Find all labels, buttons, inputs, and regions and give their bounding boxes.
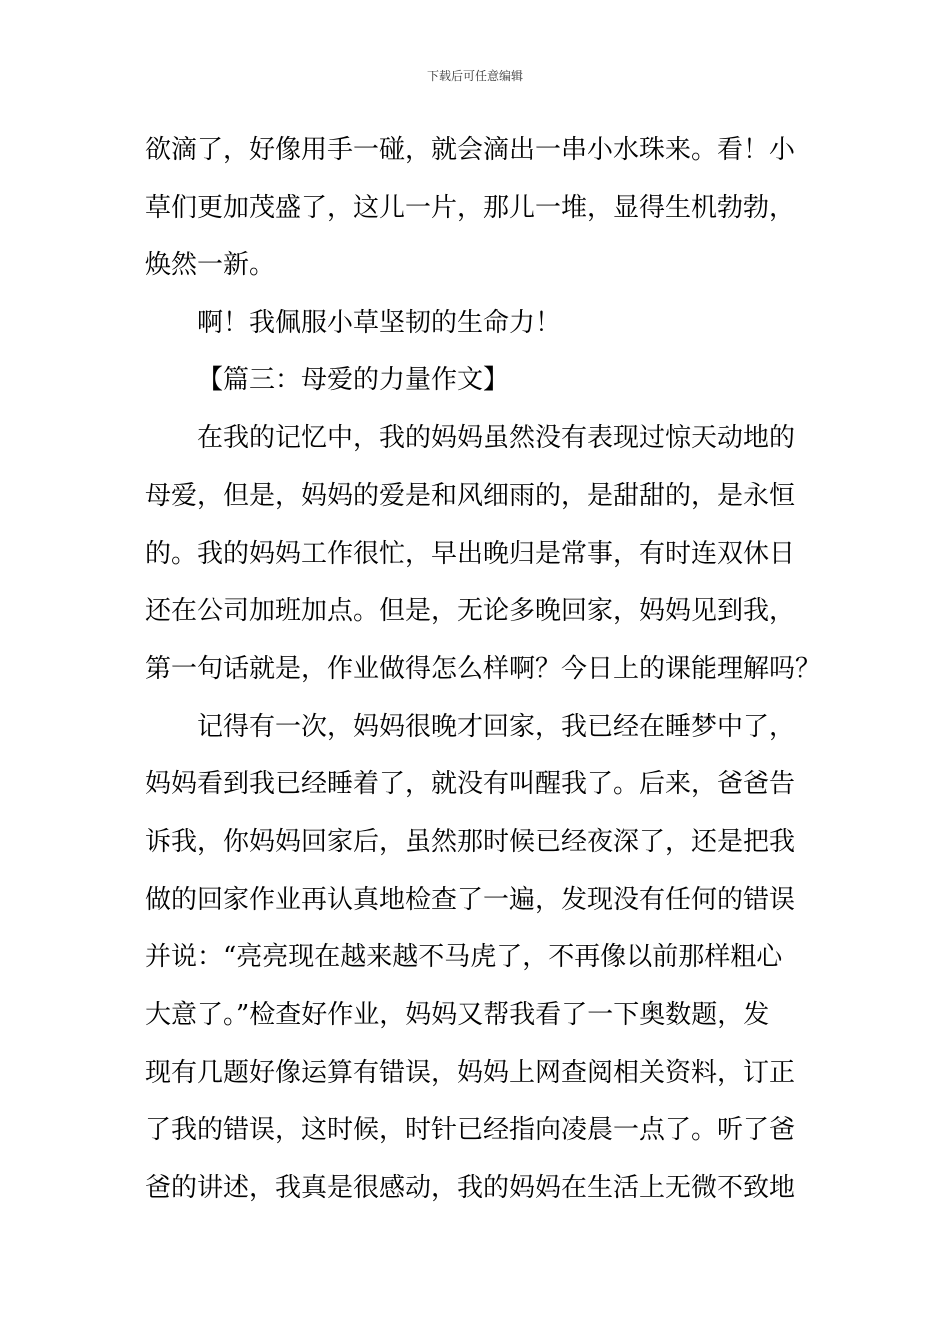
text-line: 欲滴了，好像用手一碰，就会滴出一串小水珠来。看！小 <box>145 135 796 165</box>
text-line: 草们更加茂盛了，这儿一片，那儿一堆，显得生机勃勃， <box>145 193 796 223</box>
text-line: 记得有一次，妈妈很晚才回家，我已经在睡梦中了， <box>197 712 796 742</box>
text-line: 妈妈看到我已经睡着了，就没有叫醒我了。后来，爸爸告 <box>145 769 796 799</box>
text-line: 了我的错误，这时候，时针已经指向凌晨一点了。听了爸 <box>145 1115 796 1145</box>
text-line: 的。我的妈妈工作很忙，早出晚归是常事，有时连双休日 <box>145 539 796 569</box>
text-line: 现有几题好像运算有错误，妈妈上网查阅相关资料，订正 <box>145 1058 796 1088</box>
section-heading: 【篇三：母爱的力量作文】 <box>197 365 510 395</box>
text-line: 母爱，但是，妈妈的爱是和风细雨的，是甜甜的，是永恒 <box>145 481 796 511</box>
page-header: 下载后可任意编辑 <box>426 69 523 83</box>
text-line: 第一句话就是，作业做得怎么样啊？今日上的课能理解吗？ <box>145 654 822 684</box>
text-line: 啊！我佩服小草坚韧的生命力！ <box>197 308 562 338</box>
text-line: 大意了。”检查好作业，妈妈又帮我看了一下奥数题，发 <box>145 1000 770 1030</box>
text-line: 并说：“亮亮现在越来越不马虎了，不再像以前那样粗心 <box>145 942 783 972</box>
text-line: 做的回家作业再认真地检查了一遍，发现没有任何的错误 <box>145 885 796 915</box>
text-line: 还在公司加班加点。但是，无论多晚回家，妈妈见到我， <box>145 596 796 626</box>
text-line: 爸的讲述，我真是很感动，我的妈妈在生活上无微不致地 <box>145 1173 796 1203</box>
text-line: 焕然一新。 <box>145 250 276 280</box>
text-line: 在我的记忆中，我的妈妈虽然没有表现过惊天动地的 <box>197 423 796 453</box>
text-line: 诉我，你妈妈回家后，虽然那时候已经夜深了，还是把我 <box>145 827 796 857</box>
